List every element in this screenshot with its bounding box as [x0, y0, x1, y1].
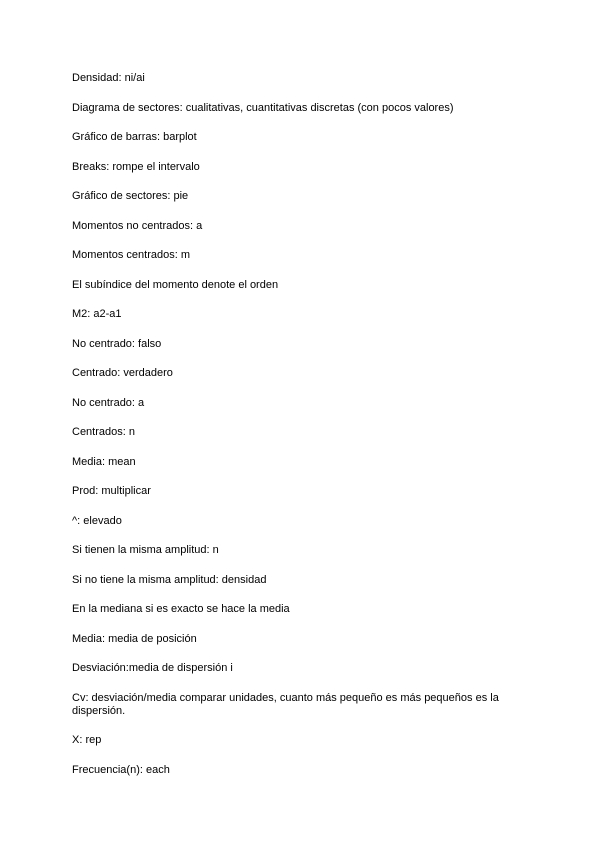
- note-line: Momentos centrados: m: [72, 249, 190, 261]
- note-line: Media: media de posición: [72, 632, 197, 645]
- note-line: Breaks: rompe el intervalo: [72, 160, 200, 173]
- note-line: M2: a2-a1: [72, 308, 122, 320]
- note-line: X: rep: [72, 734, 102, 746]
- note-line: Momentos no centrados: a: [72, 219, 203, 232]
- note-line: Centrados: n: [72, 426, 135, 438]
- note-line: Densidad: ni/ai: [72, 72, 145, 84]
- note-line: Diagrama de sectores: cualitativas, cuantitativas discretas (con pocos valores): [72, 101, 454, 114]
- note-line: Media: mean: [72, 455, 136, 468]
- note-line: ^: elevado: [72, 514, 122, 527]
- note-line: Desviación:media de dispersión i: [72, 662, 233, 674]
- note-line: Si tienen la misma amplitud: n: [72, 544, 219, 556]
- note-line: Cv: desviación/media comparar unidades, cuanto más pequeño es más pequeños es la dispersión.: [72, 691, 499, 717]
- document-body: [72, 72, 532, 793]
- note-line: Centrado: verdadero: [72, 367, 173, 379]
- note-line: Si no tiene la misma amplitud: densidad: [72, 573, 267, 586]
- note-line: Gráfico de barras: barplot: [72, 131, 197, 143]
- note-line: El subíndice del momento denote el orden: [72, 278, 279, 291]
- note-line: No centrado: falso: [72, 337, 162, 350]
- note-line: Prod: multiplicar: [72, 485, 151, 497]
- note-line: Gráfico de sectores: pie: [72, 190, 189, 202]
- note-line: En la mediana si es exacto se hace la media: [72, 603, 290, 615]
- note-line: Frecuencia(n): each: [72, 763, 170, 776]
- note-line: No centrado: a: [72, 396, 145, 409]
